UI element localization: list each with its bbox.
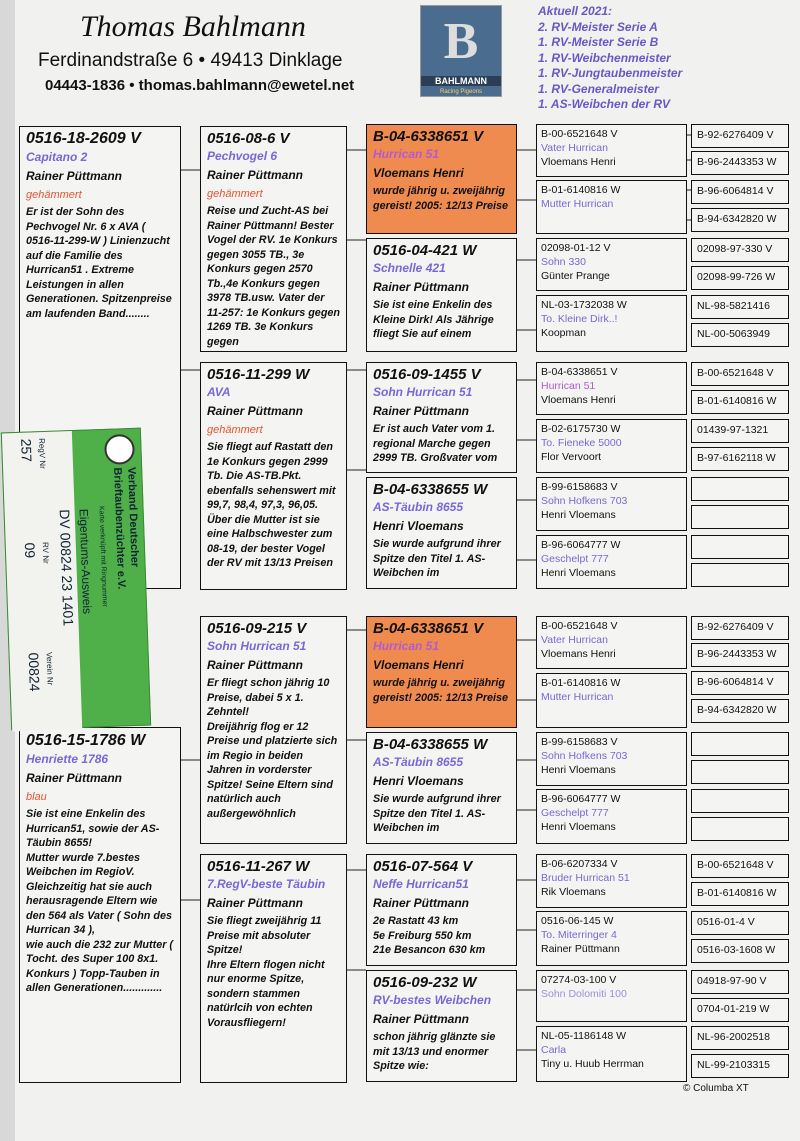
gen3-card[interactable]: [366, 477, 517, 589]
owner-name: Vloemans Henri: [373, 658, 464, 672]
gen5-card[interactable]: [691, 760, 789, 784]
gen5-card[interactable]: [691, 817, 789, 841]
owner-name: Henri Vloemans: [541, 509, 616, 521]
ownership-sticker: [1, 428, 151, 731]
pigeon-nickname: AVA: [207, 385, 231, 399]
owner-name: Vloemans Henri: [541, 648, 616, 660]
gen5-card[interactable]: 0704-01-219 W: [691, 998, 789, 1022]
pigeon-nickname: Henriette 1786: [26, 752, 109, 766]
achievement-item: 1. RV-Jungtaubenmeister: [538, 66, 683, 80]
gen5-card[interactable]: NL-00-5063949: [691, 323, 789, 347]
ring-number: B-04-6338651 V: [373, 128, 484, 145]
copyright: © Columba XT: [683, 1083, 749, 1094]
ring-number: NL-03-1732038 W: [541, 299, 627, 311]
ring-number: B-04-6338655 W: [373, 736, 488, 753]
breeder-contact: 04443-1836 • thomas.bahlmann@ewetel.net: [45, 77, 355, 94]
pigeon-nickname: To. Fieneke 5000: [541, 437, 622, 449]
owner-name: Rainer Püttmann: [207, 896, 304, 910]
ring-number: 0516-11-267 W: [207, 858, 310, 875]
pigeon-nickname: Bruder Hurrican 51: [541, 872, 630, 884]
logo-sub: Racing Pigeons: [439, 89, 483, 95]
gen4-card[interactable]: [536, 419, 687, 473]
gen4-card[interactable]: [536, 238, 687, 291]
pigeon-description: wurde jährig u. zweijährig gereist! 2005: 12/13 Preise: [373, 185, 509, 212]
gen4-card[interactable]: [536, 854, 687, 908]
gen3-card[interactable]: [366, 732, 517, 844]
owner-name: Rainer Püttmann: [373, 896, 470, 910]
pigeon-nickname: Hurrican 51: [373, 639, 440, 653]
gen4-card[interactable]: [536, 970, 687, 1022]
pigeon-nickname: Vater Hurrican: [541, 634, 608, 646]
pigeon-description: Sie fliegt auf Rastatt den 1e Konkurs gegen 2999 Tb. Die AS-TB.Pkt. ebenfalls sehenswert mit 99,7, 98,4, 97,3, 96,05. Über die Mutter ist sie eine Halbschwester zum 08-19, der bester Vogel der RV mit 13/13 Preisen: [207, 441, 336, 569]
sticker-title-2: Brieftaubenzüchter e.V.: [111, 467, 128, 590]
gen5-card[interactable]: NL-99-2103315: [691, 1054, 789, 1078]
owner-name: Rainer Püttmann: [373, 1012, 470, 1026]
ring-number: 0516-08-6 V: [207, 130, 290, 147]
sticker-doc-type: Eigentums-Ausweis: [76, 508, 95, 615]
ring-number: B-04-6338655 W: [373, 481, 488, 498]
owner-name: Vloemans Henri: [541, 156, 616, 168]
gen5-card[interactable]: B-00-6521648 V: [691, 854, 789, 878]
plumage-color: gehämmert: [207, 188, 263, 200]
owner-name: Henri Vloemans: [541, 821, 616, 833]
pigeon-description: Sie wurde aufgrund ihrer Spitze den Titel 1. AS-Weibchen im: [373, 538, 501, 579]
gen5-card[interactable]: B-00-6521648 V: [691, 362, 789, 386]
pigeon-description: wurde jährig u. zweijährig gereist! 2005: 12/13 Preise: [373, 677, 509, 704]
owner-name: Rainer Püttmann: [26, 169, 123, 183]
plumage-color: gehämmert: [26, 189, 82, 201]
pigeon-nickname: Hurrican 51: [541, 380, 596, 392]
vdb-emblem-icon: [104, 434, 135, 465]
gen3-card[interactable]: [366, 970, 517, 1082]
breeder-address: Ferdinandstraße 6 • 49413 Dinklage: [38, 50, 343, 71]
gen3-card[interactable]: [366, 616, 517, 728]
gen5-card[interactable]: 02098-97-330 V: [691, 238, 789, 262]
gen5-card[interactable]: 01439-97-1321: [691, 419, 789, 443]
ring-number: B-04-6338651 V: [373, 620, 484, 637]
ring-number: B-99-6158683 V: [541, 736, 618, 748]
logo-letter: B: [443, 13, 479, 70]
pigeon-nickname: AS-Täubin 8655: [373, 500, 464, 514]
gen5-card[interactable]: B-96-6064814 V: [691, 180, 789, 204]
owner-name: Henri Vloemans: [541, 567, 616, 579]
pigeon-nickname: Neffe Hurrican51: [373, 877, 469, 891]
pigeon-nickname: Sohn 330: [541, 256, 586, 268]
pigeon-nickname: Pechvogel 6: [207, 149, 278, 163]
owner-name: Rainer Püttmann: [373, 404, 470, 418]
logo-name: BAHLMANN: [421, 76, 501, 86]
pigeon-description: schon jährig glänzte sie mit 13/13 und enormer Spitze wie:: [373, 1031, 496, 1072]
pigeon-description: Sie fliegt zweijährig 11 Preise mit absoluter Spitze! Ihre Eltern flogen nicht nur enorme Spitze, sondern stammen natürlcih von echten Vorausfliegern!: [207, 915, 325, 1029]
gen5-card[interactable]: B-92-6276409 V: [691, 616, 789, 640]
ring-number: 0516-07-564 V: [373, 858, 473, 875]
ring-number: 0516-09-1455 V: [373, 366, 481, 383]
gen4-card[interactable]: [536, 616, 687, 669]
achievement-item: 1. RV-Meister Serie B: [538, 35, 659, 49]
ring-number: B-00-6521648 V: [541, 620, 618, 632]
achievement-item: 1. RV-Weibchenmeister: [538, 50, 671, 65]
gen5-card[interactable]: [691, 732, 789, 756]
ring-number: B-99-6158683 V: [541, 481, 618, 493]
pigeon-nickname: Hurrican 51: [373, 147, 440, 161]
regv-label: RegV Nr: [37, 437, 48, 469]
pigeon-nickname: Sohn Dolomiti 100: [541, 988, 627, 1000]
gen4-card[interactable]: [536, 535, 687, 589]
ring-number: 0516-09-215 V: [207, 620, 307, 637]
gen5-card[interactable]: 04918-97-90 V: [691, 970, 789, 994]
owner-name: Henri Vloemans: [373, 774, 464, 788]
owner-name: Rainer Püttmann: [207, 168, 304, 182]
owner-name: Tiny u. Huub Herrman: [541, 1058, 644, 1070]
pigeon-nickname: Geschelpt 777: [541, 553, 609, 565]
gen3-card[interactable]: [366, 362, 517, 473]
owner-name: Rainer Püttmann: [373, 280, 470, 294]
pigeon-description: Er fliegt schon jährig 10 Preise, dabei 5 x 1. Zehntel! Dreijährig flog er 12 Preise und platzierte sich im Regio in beiden Jahren in vorderster Spitze! Seine Eltern sind natürlich auch außergewöhnlich: [207, 677, 338, 820]
pigeon-nickname: Geschelpt 777: [541, 807, 609, 819]
ring-number: 0516-09-232 W: [373, 974, 477, 991]
gen2-card[interactable]: [200, 616, 347, 844]
owner-name: Flor Vervoort: [541, 451, 602, 463]
gen5-card[interactable]: [691, 505, 789, 529]
pigeon-description: Er ist der Sohn des Pechvogel Nr. 6 x AVA ( 0516-11-299-W ) Linienzucht auf die Familie des Hurrican51 . Extreme Leistungen in allen Generationen. Spitzenpreise am laufenden Band........: [26, 206, 172, 320]
owner-name: Henri Vloemans: [373, 519, 464, 533]
achievement-item: 1. AS-Weibchen der RV: [538, 97, 671, 111]
pigeon-nickname: Mutter Hurrican: [541, 691, 614, 703]
gen2-card[interactable]: [200, 854, 347, 1083]
sticker-number: DV 00824 23 1401: [56, 509, 77, 627]
owner-name: Koopman: [541, 327, 586, 339]
ring-number: 0516-18-2609 V: [26, 130, 141, 147]
rv-value: 09: [21, 542, 39, 559]
gen3-card[interactable]: [366, 124, 517, 234]
gen5-card[interactable]: B-01-6140816 W: [691, 390, 789, 414]
gen5-card[interactable]: B-96-2443353 W: [691, 643, 789, 667]
regv-value: 257: [18, 438, 35, 463]
gen5-card[interactable]: B-01-6140816 W: [691, 882, 789, 906]
gen5-card[interactable]: 0516-01-4 V: [691, 911, 789, 935]
ring-number: 07274-03-100 V: [541, 974, 617, 986]
ring-number: 0516-11-299 W: [207, 366, 310, 383]
gen3-card[interactable]: [366, 238, 517, 352]
pigeon-nickname: AS-Täubin 8655: [373, 755, 464, 769]
ring-number: B-01-6140816 W: [541, 184, 621, 196]
ring-number: B-01-6140816 W: [541, 677, 621, 689]
gen4-card[interactable]: [536, 789, 687, 844]
sticker-note: Karte verknüpft mit Ringnummer: [97, 505, 108, 607]
gen4-card[interactable]: [536, 295, 687, 352]
gen5-card[interactable]: B-96-2443353 W: [691, 151, 789, 175]
ring-number: 0516-15-1786 W: [26, 732, 146, 749]
owner-name: Vloemans Henri: [373, 166, 464, 180]
ring-number: B-00-6521648 V: [541, 128, 618, 140]
ring-number: B-96-6064777 W: [541, 793, 621, 805]
gen5-card[interactable]: [691, 477, 789, 501]
gen4-card[interactable]: [536, 477, 687, 531]
gen4-card[interactable]: [536, 124, 687, 177]
gen4-card[interactable]: [536, 1026, 687, 1082]
pigeon-description: 2e Rastatt 43 km 5e Freiburg 550 km 21e Besancon 630 km: [373, 915, 486, 956]
pigeon-nickname: Sohn Hofkens 703: [541, 750, 628, 762]
gen5-card[interactable]: 02098-99-726 W: [691, 266, 789, 290]
pigeon-description: Er ist auch Vater vom 1. regional Marche gegen 2999 TB. Großvater vom: [373, 423, 498, 464]
gen2-card[interactable]: [200, 126, 347, 352]
pigeon-description: Sie ist eine Enkelin des Hurrican51, sowie der AS-Täubin 8655! Mutter wurde 7.bestes Weibchen im RegioV. Gleichzeitig hat sie auch herausragende Eltern wie den 564 als Vater ( Sohn des Hurrican 34 ), wie auch die 232 zur Mutter ( Tocht. des Super 100 8x1. Konkurs ) Topp-Tauben in allen Generationen.............: [26, 808, 173, 994]
gen5-card[interactable]: 0516-03-1608 W: [691, 939, 789, 963]
pigeon-nickname: 7.RegV-beste Täubin: [207, 877, 326, 891]
ring-number: B-96-6064777 W: [541, 539, 621, 551]
owner-name: Henri Vloemans: [541, 764, 616, 776]
gen5-card[interactable]: NL-98-5821416: [691, 295, 789, 319]
gen5-card[interactable]: B-94-6342820 W: [691, 699, 789, 723]
pigeon-nickname: Sohn Hurrican 51: [373, 385, 473, 399]
plumage-color: blau: [26, 791, 47, 803]
achievement-item: Aktuell 2021:: [538, 4, 613, 18]
gen4-card[interactable]: [536, 180, 687, 234]
ring-number: 02098-01-12 V: [541, 242, 611, 254]
achievement-item: 2. RV-Meister Serie A: [538, 19, 658, 34]
pigeon-description: Reise und Zucht-AS bei Rainer Püttmann! Bester Vogel der RV. 1e Konkurs gegen 3055 TB., 3e Konkurs gegen 2570 Tb.,4e Konkurs gegen 3978 TB.usw. Vater der 11-257: 1e Konkurs gegen 1269 TB. 3e Konkurs gegen: [207, 205, 341, 348]
pigeon-nickname: Mutter Hurrican: [541, 198, 614, 210]
gen2-card[interactable]: [200, 362, 347, 590]
verein-label: Verein Nr: [44, 651, 55, 686]
owner-name: Rainer Püttmann: [207, 404, 304, 418]
pigeon-description: Sie ist eine Enkelin des Kleine Dirk! Als Jährige fliegt Sie auf einem: [373, 299, 494, 340]
gen5-card[interactable]: B-97-6162118 W: [691, 447, 789, 471]
owner-name: Rainer Püttmann: [207, 658, 304, 672]
owner-name: Rik Vloemans: [541, 886, 606, 898]
pigeon-nickname: To. Kleine Dirk..!: [541, 313, 618, 325]
pigeon-nickname: Sohn Hurrican 51: [207, 639, 307, 653]
ring-number: B-06-6207334 V: [541, 858, 618, 870]
achievement-item: 1. RV-Generalmeister: [538, 81, 659, 96]
pigeon-description: Sie wurde aufgrund ihrer Spitze den Titel 1. AS-Weibchen im: [373, 793, 501, 834]
plumage-color: gehämmert: [207, 424, 263, 436]
pigeon-nickname: Capitano 2: [26, 150, 88, 164]
owner-name: Vloemans Henri: [541, 394, 616, 406]
gen5-card[interactable]: [691, 535, 789, 559]
gen4-card[interactable]: [536, 362, 687, 415]
pigeon-nickname: To. Miterringer 4: [541, 929, 617, 941]
gen4-card[interactable]: [536, 911, 687, 966]
gen5-card[interactable]: [691, 563, 789, 587]
owner-name: Rainer Püttmann: [26, 771, 123, 785]
sticker-content: [2, 429, 152, 732]
ring-number: 0516-06-145 W: [541, 915, 614, 927]
gen5-card[interactable]: B-96-6064814 V: [691, 671, 789, 695]
sticker-title-1: Verband Deutscher: [125, 466, 141, 568]
gen5-card[interactable]: [691, 789, 789, 813]
ring-number: 0516-04-421 W: [373, 242, 477, 259]
owner-name: Rainer Püttmann: [541, 943, 620, 955]
rv-label: RV Nr: [40, 541, 51, 564]
gen5-card[interactable]: B-92-6276409 V: [691, 124, 789, 148]
pigeon-nickname: Vater Hurrican: [541, 142, 608, 154]
gen3-card[interactable]: [366, 854, 517, 966]
gen4-card[interactable]: [536, 673, 687, 728]
gen5-card[interactable]: NL-96-2002518: [691, 1026, 789, 1050]
gen4-card[interactable]: [536, 732, 687, 786]
owner-name: Günter Prange: [541, 270, 610, 282]
verein-value: 00824: [25, 652, 43, 692]
pigeon-nickname: Schnelle 421: [373, 261, 446, 275]
ring-number: NL-05-1186148 W: [541, 1030, 627, 1042]
pigeon-nickname: Carla: [541, 1044, 567, 1056]
ring-number: B-04-6338651 V: [541, 366, 618, 378]
pigeon-nickname: Sohn Hofkens 703: [541, 495, 628, 507]
gen1-dam-card[interactable]: [19, 727, 181, 1083]
breeder-name: Thomas Bahlmann: [80, 10, 306, 43]
gen5-card[interactable]: B-94-6342820 W: [691, 208, 789, 232]
ring-number: B-02-6175730 W: [541, 423, 621, 435]
pigeon-nickname: RV-bestes Weibchen: [373, 993, 492, 1007]
